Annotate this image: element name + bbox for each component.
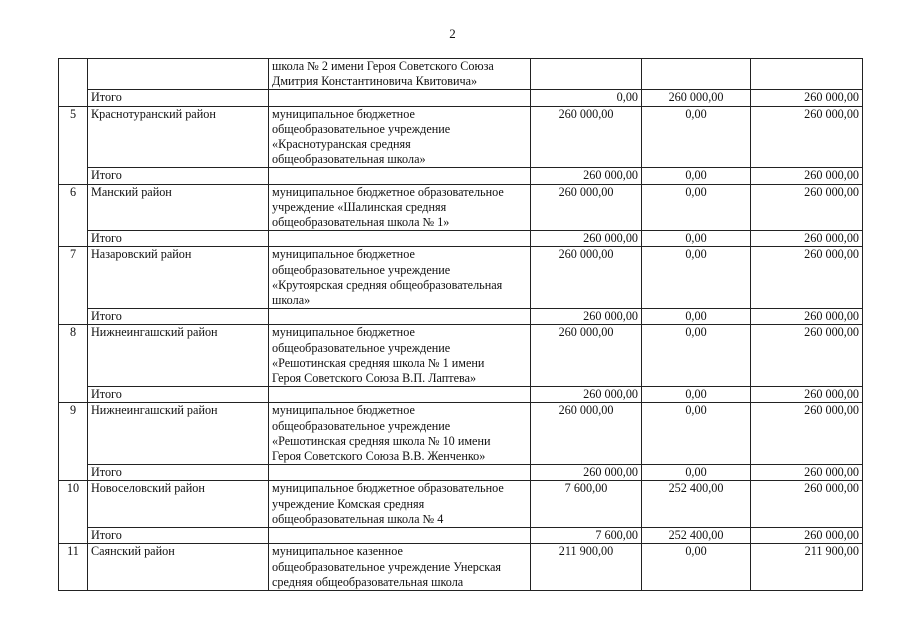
subtotal-row [59,465,863,481]
institution-line: общеобразовательное учреждение [272,262,451,277]
amount-cell [751,59,863,90]
district-cell: Нижнеингашский район [88,403,269,465]
row-number-cell: 8 [59,325,88,403]
amount-cell: 260 000,00 [531,106,642,168]
institution-line: муниципальное бюджетное [272,403,415,418]
total-amount-cell: 260 000,00 [751,168,863,184]
amount-cell: 260 000,00 [531,325,642,387]
total-amount-cell: 260 000,00 [751,403,863,465]
subtotal-label: Итого [88,387,269,403]
amount-cell: 260 000,00 [642,90,751,106]
institution-line: общеобразовательное учреждение [272,340,451,355]
amount-cell: 260 000,00 [531,387,642,403]
entry-row [59,106,863,168]
institution-line: муниципальное казенное [272,544,403,559]
institution-line: средняя общеобразовательная школа [272,574,464,589]
amount-cell: 0,00 [642,465,751,481]
institution-cell [269,481,531,528]
row-number-cell: 9 [59,403,88,481]
amount-cell: 260 000,00 [531,465,642,481]
subtotal-row [59,90,863,106]
amount-cell: 0,00 [531,90,642,106]
district-cell: Назаровский район [88,247,269,309]
institution-cell [269,59,531,90]
amount-cell: 0,00 [642,247,751,309]
total-amount-cell: 260 000,00 [751,465,863,481]
amount-cell: 7 600,00 [531,481,642,528]
institution-line: школа № 2 имени Героя Советского Союза [272,59,494,73]
amount-cell: 0,00 [642,184,751,231]
total-amount-cell: 260 000,00 [751,231,863,247]
subtotal-row [59,168,863,184]
entry-row [59,325,863,387]
amount-cell [642,59,751,90]
subtotal-row [59,309,863,325]
institution-line: муниципальное бюджетное образовательное [272,184,504,199]
amount-cell: 0,00 [642,309,751,325]
blank-cell [269,168,531,184]
row-number-cell: 7 [59,247,88,325]
institution-line: общеобразовательное учреждение [272,418,451,433]
district-cell: Краснотуранский район [88,106,269,168]
total-amount-cell: 260 000,00 [751,528,863,544]
subtotal-label: Итого [88,90,269,106]
entry-row [59,247,863,309]
institution-line: муниципальное бюджетное [272,325,415,340]
blank-cell [269,528,531,544]
institution-cell [269,184,531,231]
institution-cell [269,544,531,591]
institution-line: «Решотинская средняя школа № 1 имени [272,355,485,370]
institution-line: общеобразовательное учреждение [272,121,451,136]
institution-line: общеобразовательное учреждение Унерская [272,559,502,574]
district-cell [88,59,269,90]
institution-line: общеобразовательная школа» [272,152,426,167]
total-amount-cell: 260 000,00 [751,106,863,168]
blank-cell [269,90,531,106]
institution-line: муниципальное бюджетное [272,106,415,121]
total-amount-cell: 260 000,00 [751,247,863,309]
district-cell: Новоселовский район [88,481,269,528]
amount-cell: 0,00 [642,168,751,184]
blank-cell [269,387,531,403]
blank-cell [269,231,531,247]
entry-row [59,544,863,591]
district-cell: Саянский район [88,544,269,591]
institution-line: Героя Советского Союза В.В. Женченко» [272,449,486,464]
total-amount-cell: 260 000,00 [751,387,863,403]
blank-cell [269,309,531,325]
page-number: 2 [449,26,456,41]
amount-cell: 260 000,00 [531,231,642,247]
subtotal-label: Итого [88,309,269,325]
funding-table [58,58,863,591]
institution-line: общеобразовательная школа № 4 [272,511,444,526]
amount-cell: 0,00 [642,106,751,168]
amount-cell: 211 900,00 [531,544,642,591]
institution-line: Героя Советского Союза В.П. Лаптева» [272,371,477,386]
subtotal-label: Итого [88,465,269,481]
institution-line: муниципальное бюджетное [272,247,415,262]
institution-cell [269,247,531,309]
blank-cell [269,465,531,481]
amount-cell: 260 000,00 [531,247,642,309]
total-amount-cell: 260 000,00 [751,309,863,325]
subtotal-row [59,387,863,403]
institution-cell [269,403,531,465]
continuation-row [59,59,863,90]
amount-cell: 0,00 [642,387,751,403]
institution-line: учреждение Комская средняя [272,496,425,511]
table-body [59,59,863,591]
district-cell: Нижнеингашский район [88,325,269,387]
subtotal-label: Итого [88,528,269,544]
amount-cell [531,59,642,90]
row-number-cell: 6 [59,184,88,247]
institution-cell [269,325,531,387]
institution-line: Дмитрия Константиновича Квитовича» [272,74,478,89]
subtotal-label: Итого [88,168,269,184]
amount-cell: 0,00 [642,544,751,591]
amount-cell: 7 600,00 [531,528,642,544]
institution-line: «Решотинская средняя школа № 10 имени [272,433,491,448]
entry-row [59,481,863,528]
institution-line: общеобразовательная школа № 1» [272,215,450,230]
institution-line: школа» [272,293,311,308]
amount-cell: 260 000,00 [531,403,642,465]
row-number-cell: 11 [59,544,88,591]
entry-row [59,403,863,465]
amount-cell: 0,00 [642,325,751,387]
amount-cell: 260 000,00 [531,168,642,184]
amount-cell: 0,00 [642,231,751,247]
total-amount-cell: 260 000,00 [751,481,863,528]
subtotal-row [59,231,863,247]
row-number-cell [59,59,88,107]
institution-line: учреждение «Шалинская средняя [272,199,447,214]
amount-cell: 260 000,00 [531,309,642,325]
row-number-cell: 5 [59,106,88,184]
total-amount-cell: 260 000,00 [751,325,863,387]
amount-cell: 260 000,00 [531,184,642,231]
subtotal-label: Итого [88,231,269,247]
institution-line: муниципальное бюджетное образовательное [272,481,504,496]
institution-line: «Краснотуранская средняя [272,137,411,152]
entry-row [59,184,863,231]
total-amount-cell: 211 900,00 [751,544,863,591]
institution-line: «Крутоярская средняя общеобразовательная [272,277,503,292]
total-amount-cell: 260 000,00 [751,184,863,231]
amount-cell: 0,00 [642,403,751,465]
subtotal-row [59,528,863,544]
amount-cell: 252 400,00 [642,481,751,528]
district-cell: Манский район [88,184,269,231]
row-number-cell: 10 [59,481,88,544]
total-amount-cell: 260 000,00 [751,90,863,106]
institution-cell [269,106,531,168]
amount-cell: 252 400,00 [642,528,751,544]
